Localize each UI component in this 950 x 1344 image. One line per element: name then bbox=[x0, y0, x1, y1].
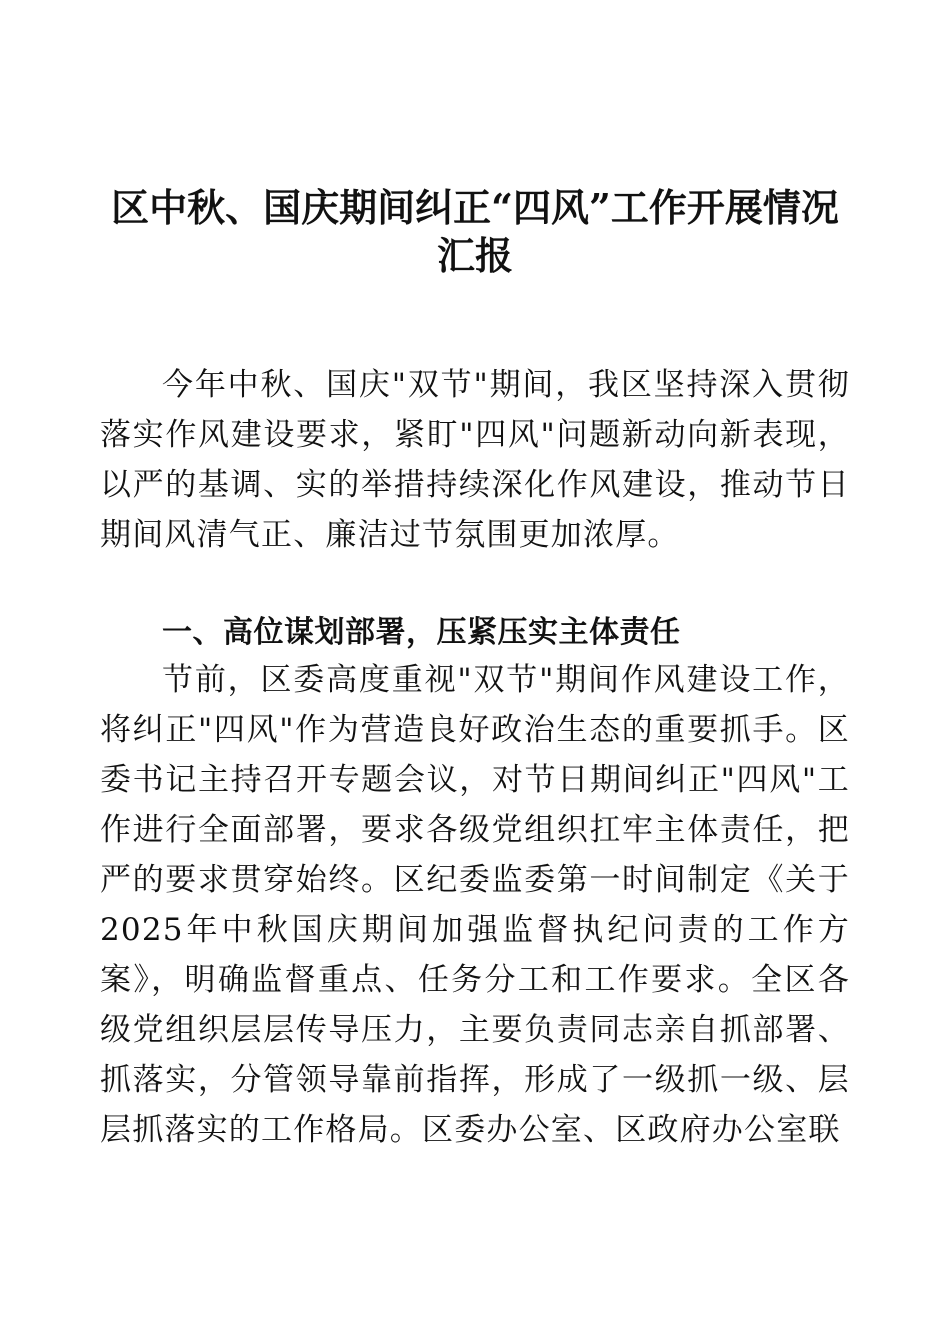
intro-paragraph: 今年中秋、国庆"双节"期间，我区坚持深入贯彻落实作风建设要求，紧盯"四风"问题新动向新表现，以严的基调、实的举措持续深化作风建设，推动节日期间风清气正、廉洁过节氛围更加浓厚。 bbox=[100, 367, 850, 553]
section-body-paragraph: 节前，区委高度重视"双节"期间作风建设工作，将纠正"四风"作为营造良好政治生态的重要抓手。区委书记主持召开专题会议，对节日期间纠正"四风"工作进行全面部署，要求各级党组织扛牢主体责任，把严的要求贯穿始终。区纪委监委第一时间制定《关于2025年中秋国庆期间加强监督执纪问责的工作方案》，明确监督重点、任务分工和工作要求。全区各级党组织层层传导压力，主要负责同志亲自抓部署、抓落实，分管领导靠前指挥，形成了一级抓一级、层层抓落实的工作格局。区委办公室、区政府办公室联 bbox=[100, 662, 850, 1148]
document-title: 区中秋、国庆期间纠正“四风”工作开展情况汇报 bbox=[111, 185, 839, 278]
section-heading: 一、高位谋划部署，压紧压实主体责任 bbox=[162, 615, 681, 650]
